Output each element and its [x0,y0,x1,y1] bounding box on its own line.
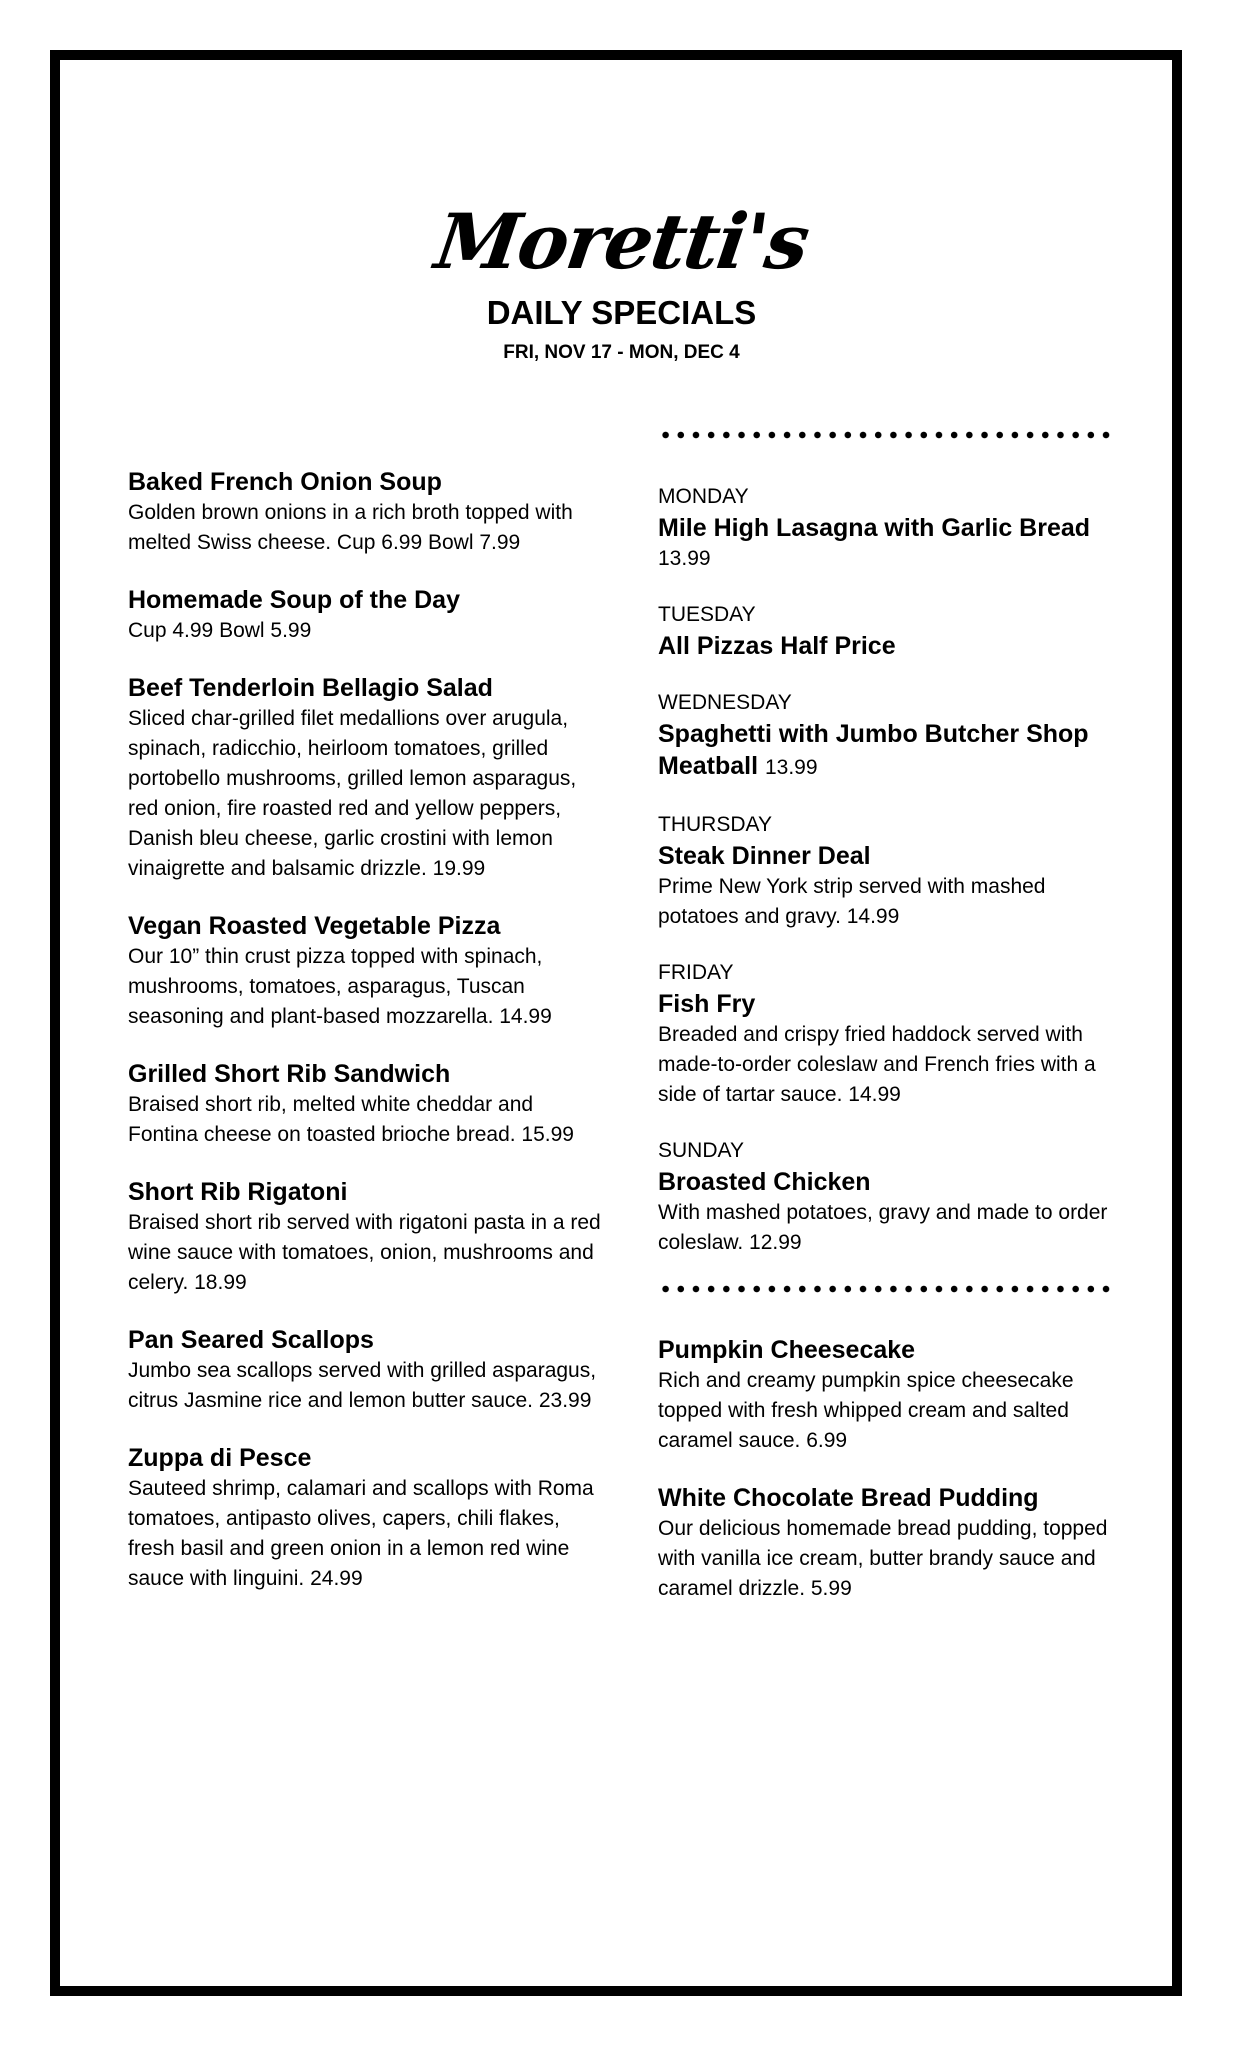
menu-item-name: Beef Tenderloin Bellagio Salad [128,674,493,702]
menu-item-name: Steak Dinner Deal [658,842,871,870]
menu-item-description: With mashed potatoes, gravy and made to order coleslaw. 12.99 [658,1201,1108,1254]
dessert-item [658,1334,1128,1456]
date-range: FRI, NOV 17 - MON, DEC 4 [503,342,740,363]
weekday-label: SUNDAY [658,1139,744,1162]
menu-item-name: Pan Seared Scallops [128,1326,374,1354]
menu-item-name: Mile High Lasagna with Garlic Bread [658,514,1091,542]
weekday-label: THURSDAY [658,813,772,836]
menu-item-name: Vegan Roasted Vegetable Pizza [128,912,501,940]
menu-item [128,1058,606,1150]
menu-item [128,672,606,884]
weekday-special-wednesday [658,688,1128,784]
menu-item-name: White Chocolate Bread Pudding [658,1484,1039,1512]
menu-item-name: Baked French Onion Soup [128,468,442,496]
menu-item-name: Homemade Soup of the Day [128,586,460,614]
menu-item-name-with-price [658,718,1128,784]
restaurant-logo: Moretti's [430,197,813,286]
menu-item-description: 13.99 [658,547,711,570]
menu-item [128,466,606,558]
menu-item-description: Braised short rib, melted white cheddar and Fontina cheese on toasted brioche bread. 15.99 [128,1093,574,1146]
menu-item-description: Prime New York strip served with mashed potatoes and gravy. 14.99 [658,875,1046,928]
dessert-item [658,1482,1128,1604]
menu-item-description: Breaded and crispy fried haddock served with made-to-order coleslaw and French fries with a side of tartar sauce. 14.99 [658,1023,1096,1106]
page-title: DAILY SPECIALS [486,294,757,331]
weekday-special-monday [658,482,1128,574]
menu-item-name: All Pizzas Half Price [658,632,896,660]
weekday-label: WEDNESDAY [658,691,792,714]
menu-item-description: Golden brown onions in a rich broth topped with melted Swiss cheese. Cup 6.99 Bowl 7.99 [128,501,573,554]
weekday-special-tuesday [658,600,1128,662]
weekday-special-friday [658,958,1128,1110]
weekday-special-sunday [658,1136,1128,1258]
weekday-label: MONDAY [658,485,749,508]
menu-item [128,1324,606,1416]
menu-item-description: Cup 4.99 Bowl 5.99 [128,619,312,642]
menu-item-description: Our 10” thin crust pizza topped with spinach, mushrooms, tomatoes, asparagus, Tuscan seasoning and plant-based mozzarella. 14.99 [128,945,552,1028]
menu-item [128,1442,606,1594]
menu-item-description: Our delicious homemade bread pudding, topped with vanilla ice cream, butter brandy sauce and caramel drizzle. 5.99 [658,1517,1108,1600]
menu-item [128,1176,606,1298]
menu-item-description: Jumbo sea scallops served with grilled asparagus, citrus Jasmine rice and lemon butter sauce. 23.99 [128,1359,597,1412]
menu-item-description: Sliced char-grilled filet medallions over arugula, spinach, radicchio, heirloom tomatoes, grilled portobello mushrooms, grilled lemon asparagus, red onion, fire roasted red and yellow peppers, Danish bleu cheese, garlic crostini with lemon vinaigrette and balsamic drizzle. 19.99 [128,707,577,880]
menu-item [128,584,606,646]
menu-item-name: Spaghetti with Jumbo Butcher Shop Meatball [658,720,1089,780]
specials-column [128,466,606,1620]
weekday-label: FRIDAY [658,961,734,984]
weekday-special-thursday [658,810,1128,932]
menu-item-price: 13.99 [764,756,818,779]
menu-item-name: Fish Fry [658,990,756,1018]
weekly-specials-column [658,430,1128,1630]
menu-item [128,910,606,1032]
menu-item-description: Braised short rib served with rigatoni pasta in a red wine sauce with tomatoes, onion, mushrooms and celery. 18.99 [128,1211,601,1294]
menu-item-name: Pumpkin Cheesecake [658,1336,916,1364]
menu-item-description: Sauteed shrimp, calamari and scallops with Roma tomatoes, antipasto olives, capers, chili flakes, fresh basil and green onion in a lemon red wine sauce with linguini. 24.99 [128,1477,594,1590]
menu-item-name: Zuppa di Pesce [128,1444,312,1472]
menu-item-name: Short Rib Rigatoni [128,1178,348,1206]
dotted-divider [658,430,1110,440]
menu-item-description: Rich and creamy pumpkin spice cheesecake topped with fresh whipped cream and salted caramel sauce. 6.99 [658,1369,1074,1452]
menu-item-name: Grilled Short Rib Sandwich [128,1060,451,1088]
menu-item-name: Broasted Chicken [658,1168,871,1196]
dotted-divider [658,1284,1110,1294]
weekday-label: TUESDAY [658,603,756,626]
